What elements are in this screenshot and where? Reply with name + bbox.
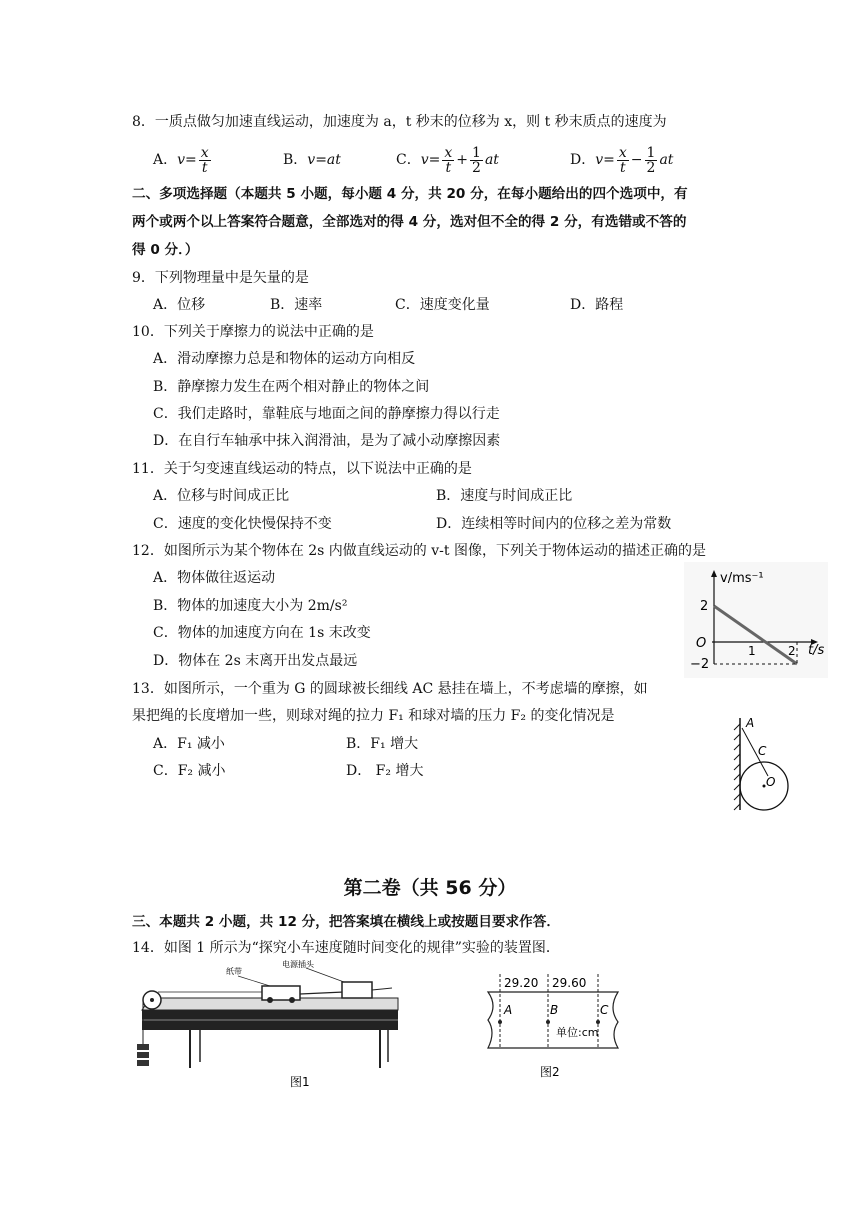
- q11-stem: 11．关于匀变速直线运动的特点，以下说法中正确的是: [132, 461, 472, 477]
- q13-option-d: D． F₂ 增大: [346, 763, 424, 779]
- vt-y-top: 2: [700, 599, 709, 614]
- part2-title: 第二卷（共 56 分）: [343, 877, 517, 899]
- q10-option-c: C．我们走路时，靠鞋底与地面之间的静摩擦力得以行走: [153, 406, 500, 422]
- tape-figure: [480, 970, 630, 1090]
- fig2-caption: 图2: [540, 1065, 560, 1079]
- fig2-point-a: A: [504, 1003, 513, 1017]
- q13-option-a: A．F₁ 减小: [153, 736, 225, 752]
- q9-option-d: D．路程: [570, 297, 624, 313]
- q14-stem: 14．如图 1 所示为“探究小车速度随时间变化的规律”实验的装置图．: [132, 940, 560, 956]
- vt-origin: O: [696, 636, 707, 651]
- q8-option-d: D．v= $\frac{x}{t}$ − $\frac{1}{2}$ at: [570, 144, 674, 176]
- fig2-point-b: B: [550, 1003, 559, 1017]
- fig1-caption: 图1: [290, 1075, 310, 1089]
- q13-option-b: B．F₁ 增大: [346, 736, 419, 752]
- fig2-reading-1: 29.20: [504, 976, 539, 990]
- q12-option-d: D．物体在 2s 末离开出发点最远: [153, 653, 358, 669]
- vt-y-label: v/ms⁻¹: [720, 571, 764, 586]
- fig2-unit: 单位:cm: [556, 1026, 599, 1039]
- section2-line2: 两个或两个以上答案符合题意，全部选对的得 4 分，选对但不全的得 2 分，有选错或不答的: [132, 214, 687, 230]
- section3-heading: 三、本题共 2 小题，共 12 分，把答案填在横线上或按题目要求作答．: [132, 914, 560, 930]
- vt-x-tick-2: 2: [788, 644, 796, 658]
- q10-option-b: B．静摩擦力发生在两个相对静止的物体之间: [153, 379, 430, 395]
- q13-option-c: C．F₂ 减小: [153, 763, 226, 779]
- fig1-label-paper: 纸带: [226, 967, 242, 976]
- q13-line1: 13．如图所示，一个重为 G 的圆球被长细线 AC 悬挂在墙上，不考虑墙的摩擦，如: [132, 681, 648, 697]
- vt-y-bottom: −2: [690, 657, 710, 672]
- q10-option-d: D．在自行车轴承中抹入润滑油，是为了减小动摩擦因素: [153, 433, 501, 449]
- vt-x-tick-1: 1: [748, 644, 756, 658]
- q11-option-d: D．连续相等时间内的位移之差为常数: [436, 516, 672, 532]
- section2-line1: 二、多项选择题（本题共 5 小题，每小题 4 分，共 20 分，在每小题给出的四个选项中，有: [132, 186, 688, 202]
- wall-label-a: A: [746, 716, 755, 730]
- q10-option-a: A．滑动摩擦力总是和物体的运动方向相反: [153, 351, 416, 367]
- wall-label-c: C: [758, 744, 767, 758]
- wall-label-o: O: [766, 775, 776, 789]
- q9-option-b: B．速率: [270, 297, 323, 313]
- q12-option-b: B．物体的加速度大小为 2m/s²: [153, 598, 348, 614]
- q12-option-c: C．物体的加速度方向在 1s 末改变: [153, 625, 371, 641]
- vt-graph-figure: [684, 562, 828, 678]
- q11-option-c: C．速度的变化快慢保持不变: [153, 516, 332, 532]
- q9-option-a: A．位移: [153, 297, 206, 313]
- apparatus-figure: [130, 960, 410, 1090]
- q12-stem: 12．如图所示为某个物体在 2s 内做直线运动的 v-t 图像，下列关于物体运动的描述正确的是: [132, 543, 706, 559]
- q13-line2: 果把绳的长度增加一些，则球对绳的拉力 F₁ 和球对墙的压力 F₂ 的变化情况是: [132, 708, 615, 724]
- q8-stem: 8．一质点做匀加速直线运动，加速度为 a，t 秒末的位移为 x，则 t 秒末质点的速度为: [132, 114, 667, 130]
- q8-option-b: B．v=at: [283, 152, 341, 168]
- q8-option-a: A．v= $\frac{x}{t}$: [153, 144, 209, 176]
- q9-stem: 9．下列物理量中是矢量的是: [132, 270, 309, 286]
- fig2-point-c: C: [600, 1003, 609, 1017]
- q11-option-a: A．位移与时间成正比: [153, 488, 290, 504]
- vt-x-label: t/s: [808, 643, 825, 658]
- q12-option-a: A．物体做往返运动: [153, 570, 276, 586]
- q8-option-c: C．v= $\frac{x}{t}$ + $\frac{1}{2}$ at: [396, 144, 499, 176]
- fig1-label-timer: 电源插头: [282, 960, 314, 969]
- wall-ball-figure: [728, 714, 792, 814]
- q10-stem: 10．下列关于摩擦力的说法中正确的是: [132, 324, 374, 340]
- section2-line3: 得 0 分．）: [132, 242, 199, 258]
- q11-option-b: B．速度与时间成正比: [436, 488, 573, 504]
- fig2-reading-2: 29.60: [552, 976, 587, 990]
- q8-options: [153, 142, 213, 178]
- q9-option-c: C．速度变化量: [395, 297, 490, 313]
